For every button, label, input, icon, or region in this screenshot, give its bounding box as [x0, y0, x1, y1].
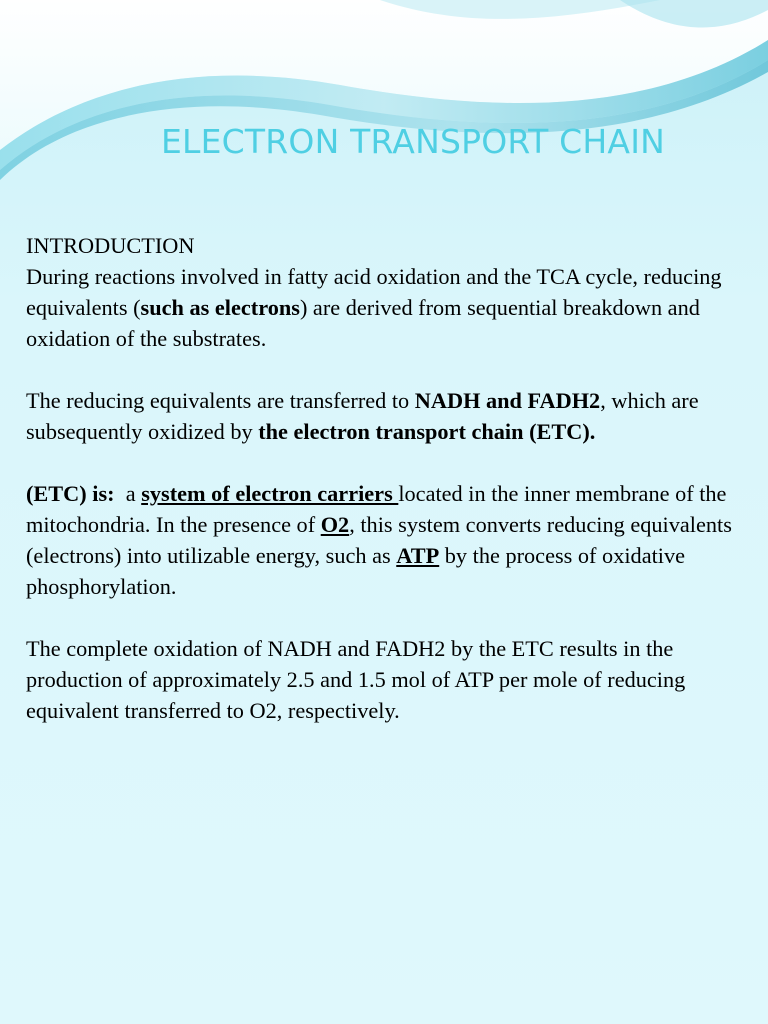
paragraph-1-text-b: ) are derived from sequential breakdown and oxidation of the substrates.	[26, 295, 700, 351]
paragraph-3-bold-lead: (ETC) is:	[26, 481, 115, 506]
spacer	[26, 354, 756, 385]
paragraph-4: The complete oxidation of NADH and FADH2 by the ETC results in the production of approximately 2.5 and 1.5 mol of ATP per mole of reducing equivalent transferred to O2, respectively.	[26, 636, 686, 723]
paragraph-3-text-b: located in the inner membrane of the mitochondria. In the presence of	[26, 481, 727, 537]
spacer	[26, 602, 756, 633]
paragraph-2-text-a: The reducing equivalents are transferred to	[26, 388, 415, 413]
paragraph-3-text-d: by the process of oxidative phosphorylation.	[26, 543, 686, 599]
paragraph-3-text-a: a	[114, 481, 142, 506]
paragraph-1-text-a: During reactions involved in fatty acid oxidation and the TCA cycle, reducing equivalents (	[26, 264, 722, 320]
paragraph-1-bold: such as electrons	[140, 295, 300, 320]
paragraph-2-bold-a: NADH and FADH2	[414, 388, 601, 413]
paragraph-2-bold-b: the electron transport chain (ETC).	[258, 419, 596, 444]
paragraph-3-underlined-b: O2	[320, 512, 350, 537]
intro-heading: INTRODUCTION	[26, 233, 195, 258]
paragraph-3-text-c: , this system converts reducing equivalents (electrons) into utilizable energy, such as	[26, 512, 732, 568]
slide-body	[26, 230, 756, 726]
paragraph-3-underlined-a: system of electron carriers	[141, 481, 399, 506]
slide-title: ELECTRON TRANSPORT CHAIN	[160, 122, 666, 161]
paragraph-2	[26, 385, 756, 447]
paragraph-3	[26, 478, 756, 602]
paragraph-2-text-b: , which are subsequently oxidized by	[26, 388, 699, 444]
decorative-wave-banner	[0, 0, 768, 190]
paragraph-1	[26, 261, 756, 354]
paragraph-3-underlined-c: ATP	[396, 543, 440, 568]
spacer	[26, 447, 756, 478]
